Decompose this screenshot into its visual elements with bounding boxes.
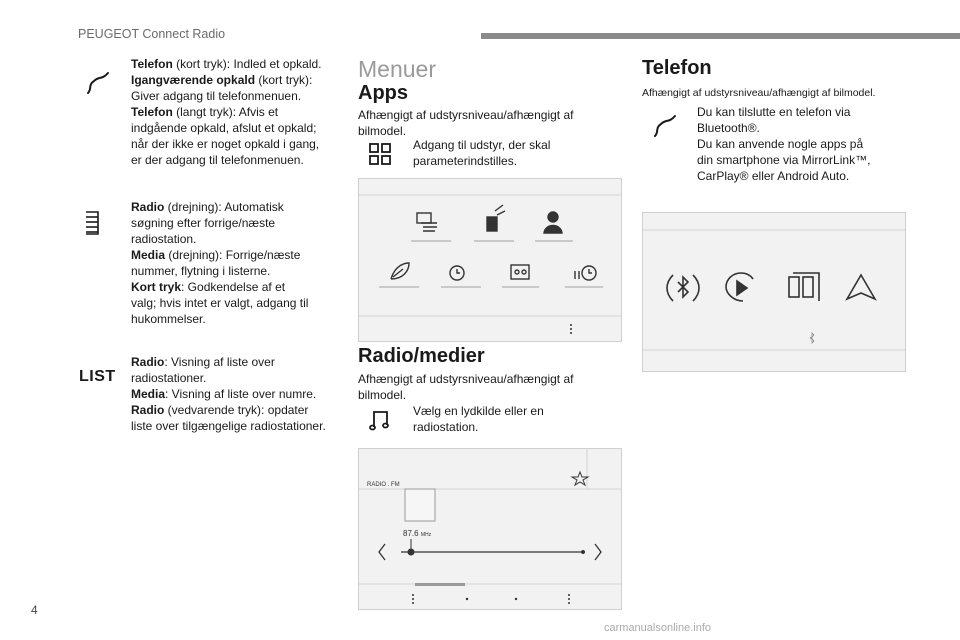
header-bar [481,33,960,39]
list-description: Radio: Visning af liste over radiostationer. Media: Visning af liste over numre. Radio (vedvarende tryk): opdater liste over tilgængelige radiostationer. [131,355,326,433]
telefon-heading: Telefon [642,57,712,79]
frequency-readout: 87.6 MHz [403,529,432,538]
rotary-knob-icon [84,209,100,242]
radio-knob-description: Radio (drejning): Automatisk søgning efter forrige/næste radiostation. Media (drejning): Forrige/næste nummer, flytning i listerne. Kort tryk: Godkendelse af et valg; hvis intet er valgt, adgang til hukommelser. [131,200,309,326]
running-header: PEUGEOT Connect Radio [78,27,226,41]
telefon-intro: Afhængigt af udstyrsniveau/afhængigt af bilmodel. [642,87,876,99]
radio-medier-intro: Afhængigt af udstyrsniveau/afhængigt af bilmodel. [358,372,574,402]
apps-heading: Apps [358,82,408,104]
radio-band-label: RADIO . FM [367,482,400,488]
page-number: 4 [31,603,38,617]
telefon-screen-illustration [642,212,906,372]
telefon-description: Du kan tilslutte en telefon via Bluetooth®. Du kan anvende nogle apps på din smartphone via MirrorLink™, CarPlay® eller Android Auto. [697,105,871,183]
apps-screen-illustration [358,178,622,342]
radio-medier-description: Vælg en lydkilde eller en radiostation. [413,404,544,434]
phone-icon [652,113,678,144]
list-button-icon: LIST [79,368,116,385]
apps-grid-icon [368,142,392,171]
watermark: carmanualsonline.info [604,622,712,634]
menuer-heading: Menuer [358,56,436,82]
apps-description: Adgang til udstyr, der skal parameterindstilles. [413,138,551,168]
phone-icon [85,70,111,101]
apps-intro: Afhængigt af udstyrsniveau/afhængigt af bilmodel. [358,108,574,138]
telefon-description: Telefon (kort tryk): Indled et opkald. Igangværende opkald (kort tryk): Giver adgang til telefonmenuen. Telefon (langt tryk): Afvis et indgående opkald, afslut et opkald; når der ikke er noget opkald i gang, er der adgang til telefonmenuen. [131,57,322,167]
music-note-icon [368,408,392,437]
radio-screen-illustration [358,448,622,610]
radio-medier-heading: Radio/medier [358,345,485,367]
